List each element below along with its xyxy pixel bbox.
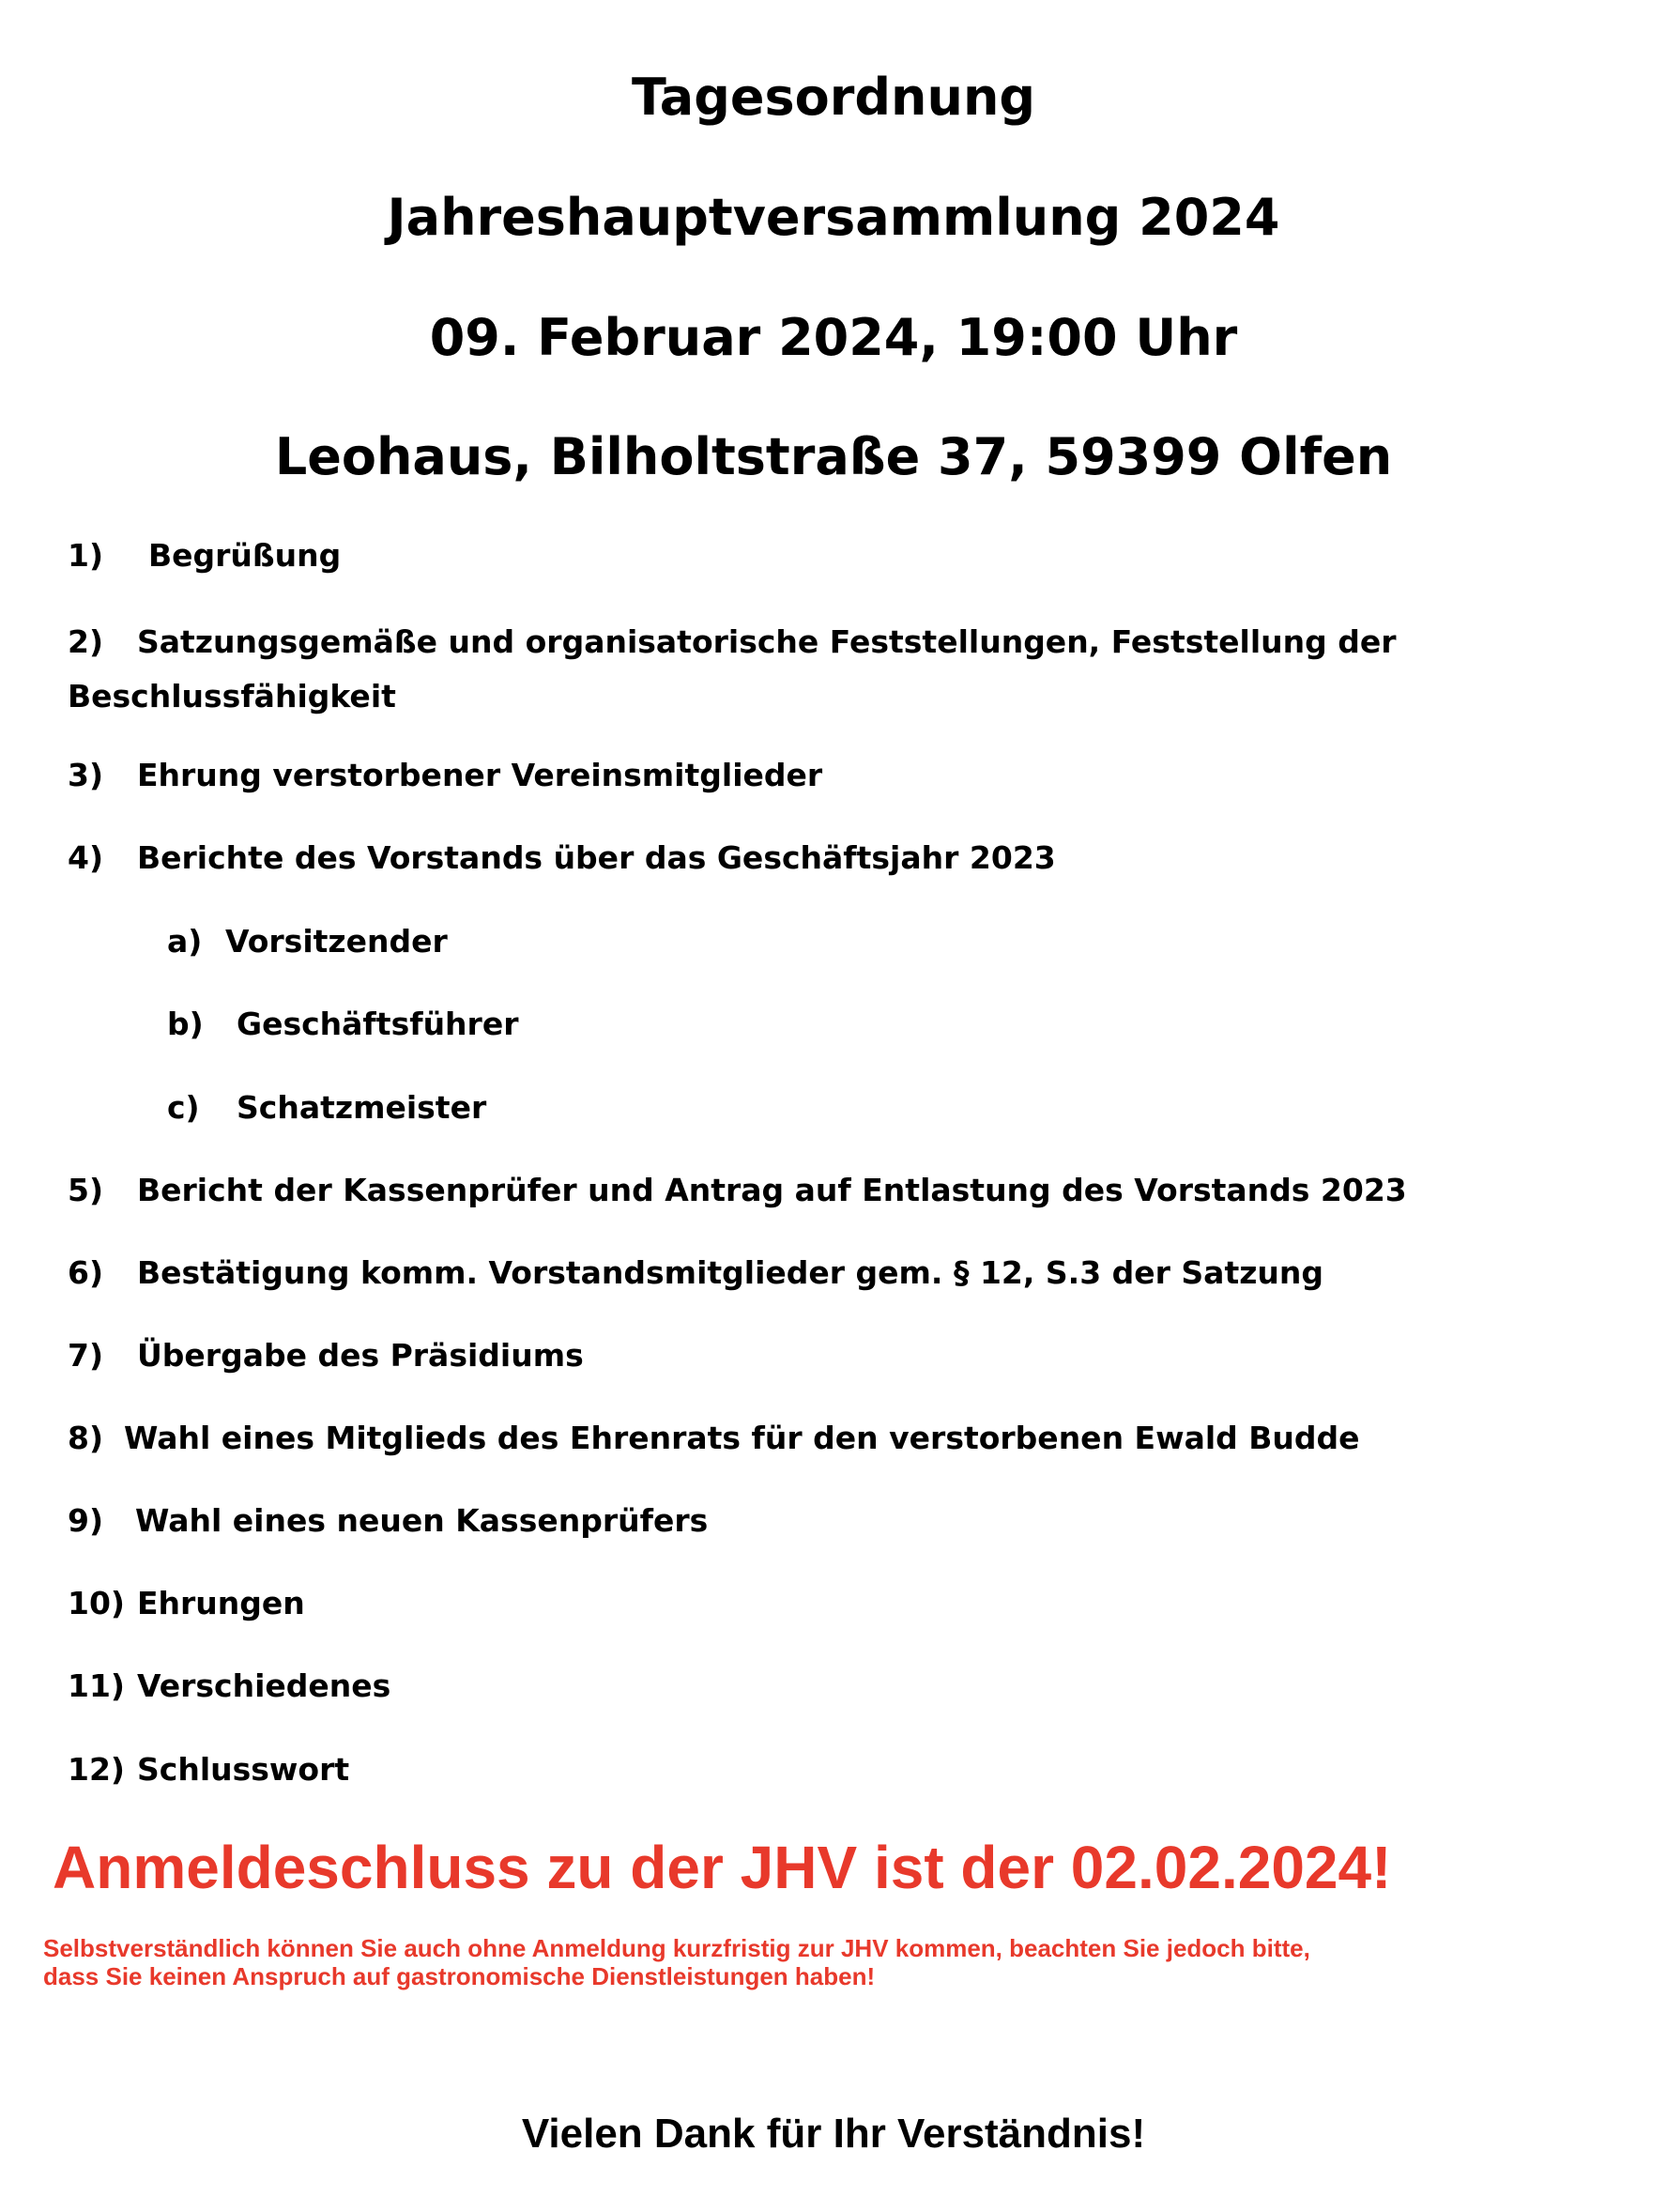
agenda-subitem-text: Schatzmeister xyxy=(237,1089,487,1126)
agenda-item-8 xyxy=(68,1418,1626,1459)
agenda-item-number: 6) xyxy=(68,1254,104,1291)
registration-note-line-1: Selbstverständlich können Sie auch ohne Anmeldung kurzfristig zur JHV kommen, beachten Sie jedoch bitte, xyxy=(43,1934,1310,1962)
agenda-item-5 xyxy=(68,1170,1626,1211)
agenda-item-text: Verschiedenes xyxy=(137,1667,391,1704)
agenda-item-12 xyxy=(68,1749,1626,1790)
agenda-subitem-a xyxy=(167,921,1667,962)
agenda-item-4 xyxy=(68,837,1626,879)
thanks-message: Vielen Dank für Ihr Verständnis! xyxy=(521,2111,1146,2157)
agenda-item-text: Begrüßung xyxy=(148,537,342,574)
agenda-item-3 xyxy=(68,755,1626,796)
agenda-subitem-number: b) xyxy=(167,1006,204,1042)
agenda-item-number: 9) xyxy=(68,1502,104,1539)
agenda-item-text: Übergabe des Präsidiums xyxy=(137,1337,584,1374)
agenda-item-number: 3) xyxy=(68,757,104,793)
agenda-item-number: 2) xyxy=(68,623,104,660)
agenda-item-text: Bestätigung komm. Vorstandsmitglieder gem. § 12, S.3 der Satzung xyxy=(137,1254,1324,1291)
agenda-item-text: Bericht der Kassenprüfer und Antrag auf Entlastung des Vorstands 2023 xyxy=(137,1172,1407,1208)
agenda-item-text: Wahl eines Mitglieds des Ehrenrats für den verstorbenen Ewald Budde xyxy=(124,1420,1360,1456)
registration-note-line-2: dass Sie keinen Anspruch auf gastronomische Dienstleistungen haben! xyxy=(43,1962,876,1990)
header-location: Leohaus, Bilholtstraße 37, 59399 Olfen xyxy=(274,427,1393,486)
agenda-item-number: 11) xyxy=(68,1667,126,1704)
agenda-item-text: Berichte des Vorstands über das Geschäftsjahr 2023 xyxy=(137,839,1056,876)
agenda-item-11 xyxy=(68,1666,1626,1707)
agenda-item-10 xyxy=(68,1583,1626,1624)
agenda-item-9 xyxy=(68,1500,1626,1542)
agenda-item-7 xyxy=(68,1335,1626,1376)
agenda-item-number: 1) xyxy=(68,537,104,574)
agenda-subitem-text: Vorsitzender xyxy=(225,923,448,960)
agenda-item-text: Wahl eines neuen Kassenprüfers xyxy=(135,1502,709,1539)
agenda-item-number: 12) xyxy=(68,1751,126,1788)
header-event: Jahreshauptversammlung 2024 xyxy=(387,188,1280,247)
agenda-subitem-c xyxy=(167,1087,1667,1129)
agenda-item-number: 5) xyxy=(68,1172,104,1208)
header-datetime: 09. Februar 2024, 19:00 Uhr xyxy=(429,308,1238,367)
agenda-subitem-b xyxy=(167,1004,1667,1045)
agenda-subitem-number: c) xyxy=(167,1089,200,1126)
header-title: Tagesordnung xyxy=(631,68,1036,127)
agenda-item-number: 4) xyxy=(68,839,104,876)
agenda-item-1 xyxy=(68,535,1626,576)
agenda-item-text: Ehrungen xyxy=(137,1585,305,1621)
agenda-item-number: 10) xyxy=(68,1585,126,1621)
agenda-item-6 xyxy=(68,1252,1626,1294)
agenda-item-text: Satzungsgemäße und organisatorische Feststellungen, Feststellung der Beschlussfähigkeit xyxy=(68,623,1397,714)
agenda-item-text: Schlusswort xyxy=(137,1751,350,1788)
agenda-subitem-number: a) xyxy=(167,923,203,960)
agenda-subitem-text: Geschäftsführer xyxy=(237,1006,519,1042)
registration-note xyxy=(43,1934,1601,1990)
registration-deadline: Anmeldeschluss zu der JHV ist der 02.02.2024! xyxy=(53,1834,1392,1901)
agenda-item-2 xyxy=(68,615,1626,724)
agenda-item-number: 8) xyxy=(68,1420,104,1456)
agenda-item-text: Ehrung verstorbener Vereinsmitglieder xyxy=(137,757,823,793)
agenda-item-number: 7) xyxy=(68,1337,104,1374)
